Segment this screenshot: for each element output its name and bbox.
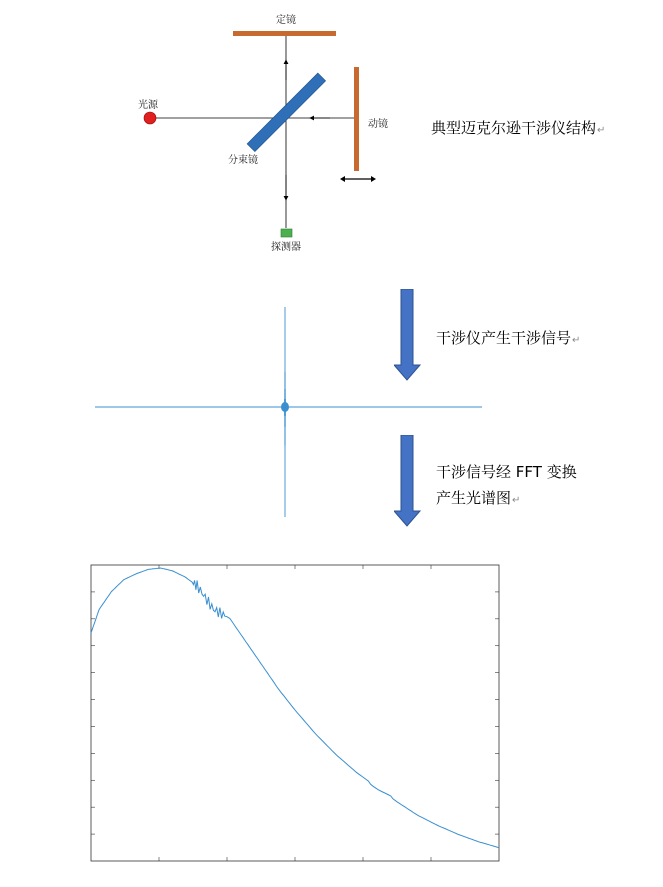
spectrum-line (91, 568, 499, 848)
beam-splitter-label: 分束镜 (228, 155, 258, 166)
interferogram-chart (90, 300, 490, 525)
step-2-caption-line2: 产生光谱图↵ (436, 489, 521, 507)
detector-label: 探测器 (271, 242, 301, 253)
fixed-mirror (233, 31, 336, 36)
moving-mirror (354, 67, 359, 171)
spectrum-plot-frame (91, 565, 499, 861)
step-2-caption-line1: 干涉信号经 FFT 变换 (436, 463, 577, 481)
light-source (144, 112, 156, 124)
detector (281, 229, 292, 237)
step-1-caption: 干涉仪产生干涉信号↵ (436, 329, 581, 347)
interferogram-center-burst (281, 402, 289, 412)
spectrum-chart (88, 562, 502, 864)
moving-mirror-label: 动镜 (368, 119, 388, 130)
fixed-mirror-label: 定镜 (276, 15, 296, 26)
light-source-label: 光源 (138, 100, 158, 111)
michelson-caption: 典型迈克尔逊干涉仪结构↵ (431, 119, 606, 137)
